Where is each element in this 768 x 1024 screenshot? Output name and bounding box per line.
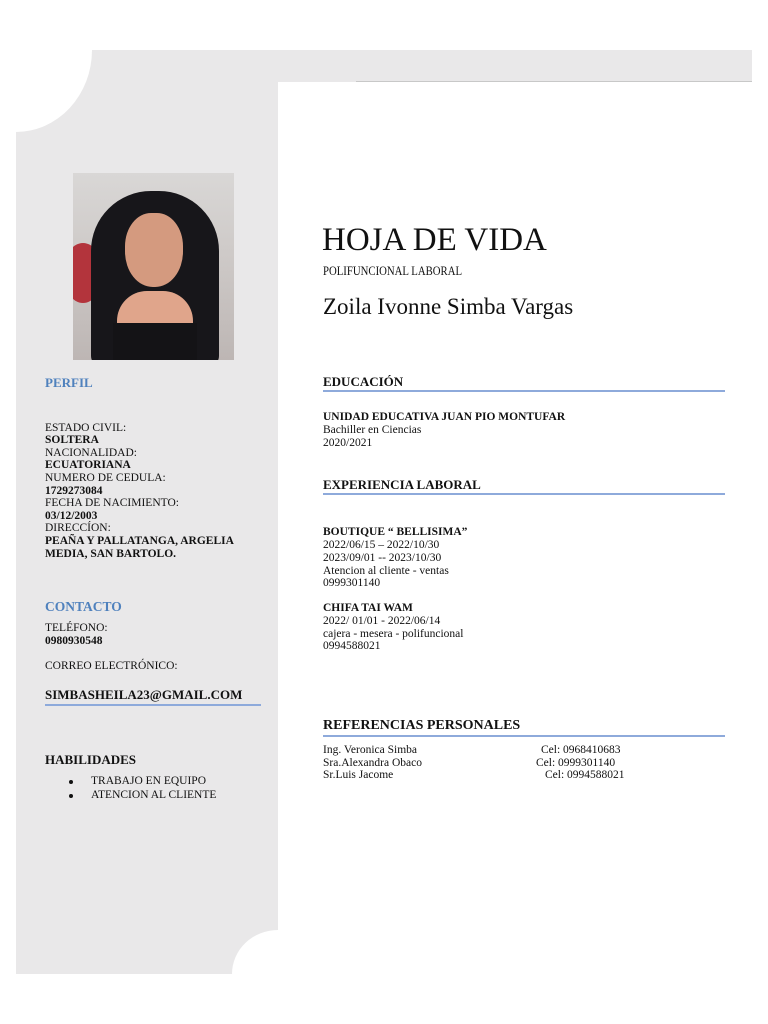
job-detail-line: Atencion al cliente - ventas <box>323 565 449 577</box>
education-degree: Bachiller en Ciencias <box>323 424 422 436</box>
birthdate-label: FECHA DE NACIMIENTO: <box>45 497 179 509</box>
job-company: CHIFA TAI WAM <box>323 602 413 614</box>
page-subtitle: POLIFUNCIONAL LABORAL <box>323 264 463 278</box>
profile-heading: PERFIL <box>45 375 93 390</box>
education-divider <box>323 390 725 392</box>
email-label: CORREO ELECTRÓNICO: <box>45 660 178 672</box>
job-detail-line: 2022/ 01/01 - 2022/06/14 <box>323 615 441 627</box>
education-heading: EDUCACIÓN <box>323 374 404 389</box>
phone-label: TELÉFONO: <box>45 622 108 634</box>
reference-name: Ing. Veronica Simba <box>323 744 418 756</box>
references-heading: REFERENCIAS PERSONALES <box>323 718 521 733</box>
reference-name: Sr.Luis Jacome <box>323 769 394 781</box>
civil-status-value: SOLTERA <box>45 434 99 446</box>
experience-divider <box>323 493 725 495</box>
email-value[interactable]: SIMBASHEILA23@GMAIL.COM <box>45 687 243 702</box>
job-detail-line: 0999301140 <box>323 577 381 589</box>
birthdate-value: 03/12/2003 <box>45 510 98 522</box>
page-title: HOJA DE VIDA <box>322 222 547 258</box>
skills-heading: HABILIDADES <box>45 752 137 767</box>
reference-phone: Cel: 0968410683 <box>541 744 621 756</box>
skill-item: TRABAJO EN EQUIPO <box>45 775 216 789</box>
nationality-label: NACIONALIDAD: <box>45 447 137 459</box>
job-company: BOUTIQUE “ BELLISIMA” <box>323 526 468 538</box>
header-divider <box>356 81 752 82</box>
job-detail-line: 2022/06/15 – 2022/10/30 <box>323 539 440 551</box>
phone-value: 0980930548 <box>45 635 103 647</box>
job-detail-line: cajera - mesera - polifuncional <box>323 628 464 640</box>
skills-list <box>45 775 216 802</box>
address-label: DIRECCÍON: <box>45 522 111 534</box>
job-detail-line: 0994588021 <box>323 640 381 652</box>
experience-heading: EXPERIENCIA LABORAL <box>323 477 481 492</box>
id-number-label: NUMERO DE CEDULA: <box>45 472 166 484</box>
references-divider <box>323 735 725 737</box>
email-underline <box>45 704 261 706</box>
profile-photo <box>73 173 234 360</box>
nationality-value: ECUATORIANA <box>45 459 131 471</box>
photo-face <box>125 213 183 287</box>
id-number-value: 1729273084 <box>45 485 103 497</box>
address-value-line2: MEDIA, SAN BARTOLO. <box>45 548 177 560</box>
civil-status-label: ESTADO CIVIL: <box>45 422 127 434</box>
skill-item: ATENCION AL CLIENTE <box>45 789 216 803</box>
job-detail-line: 2023/09/01 -- 2023/10/30 <box>323 552 442 564</box>
education-period: 2020/2021 <box>323 437 373 449</box>
photo-clothing <box>113 323 197 360</box>
reference-name: Sra.Alexandra Obaco <box>323 757 422 769</box>
contact-heading: CONTACTO <box>45 599 122 614</box>
reference-phone: Cel: 0994588021 <box>545 769 625 781</box>
person-name: Zoila Ivonne Simba Vargas <box>323 294 574 319</box>
reference-phone: Cel: 0999301140 <box>536 757 616 769</box>
education-school: UNIDAD EDUCATIVA JUAN PIO MONTUFAR <box>323 411 566 423</box>
address-value-line1: PEAÑA Y PALLATANGA, ARGELIA <box>45 535 234 547</box>
